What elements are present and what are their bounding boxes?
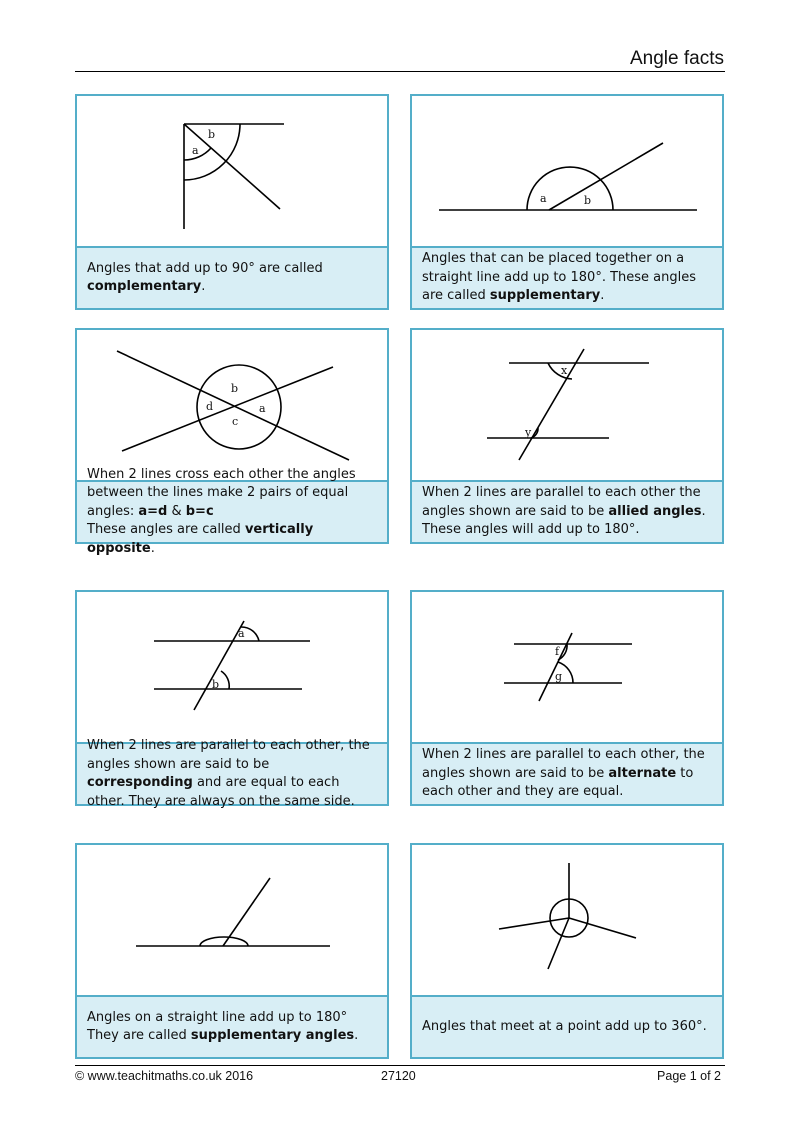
transversal <box>519 349 584 460</box>
caption-vertically-opposite: When 2 lines cross each other the angles between the lines make 2 pairs of equal angles: a=d & b=c These angles are called vertically opposite. <box>77 480 387 542</box>
label-a: a <box>238 627 245 640</box>
label-a: a <box>540 192 547 205</box>
transversal <box>194 621 244 710</box>
figure-point <box>412 845 722 995</box>
label-a: a <box>259 402 266 415</box>
label-c: c <box>232 415 239 428</box>
dividing-line <box>549 143 663 210</box>
card-straight-line <box>75 843 389 1059</box>
caption-alternate: When 2 lines are parallel to each other, the angles shown are said to be alternate to each other and they are equal. <box>412 742 722 804</box>
card-alternate <box>410 590 724 806</box>
label-b: b <box>231 382 239 395</box>
page-title: Angle facts <box>630 48 724 69</box>
card-supplementary <box>410 94 724 310</box>
figure-vertically-opposite <box>77 330 387 480</box>
caption-corresponding: When 2 lines are parallel to each other, the angles shown are said to be corresponding and are equal to each other. They are always on the same side. <box>77 742 387 804</box>
footer-rule <box>75 1065 725 1066</box>
label-g: g <box>555 670 563 683</box>
angle-arc-b <box>221 671 229 689</box>
card-corresponding <box>75 590 389 809</box>
figure-allied <box>412 330 722 480</box>
footer-page-number: Page 1 of 2 <box>657 1069 721 1083</box>
label-b: b <box>584 194 592 207</box>
header-rule <box>75 71 725 72</box>
figure-alternate <box>412 592 722 742</box>
figure-supplementary <box>412 96 722 246</box>
figure-complementary <box>77 96 387 246</box>
caption-straight-line: Angles on a straight line add up to 180° They are called supplementary angles. <box>77 995 387 1057</box>
footer-code: 27120 <box>381 1069 416 1083</box>
card-vertically-opposite <box>75 328 389 556</box>
card-point <box>410 843 724 1059</box>
card-complementary <box>75 94 389 310</box>
label-y: y <box>525 426 532 439</box>
footer-copyright: © www.teachitmaths.co.uk 2016 <box>75 1069 254 1083</box>
figure-corresponding <box>77 592 387 742</box>
caption-complementary: Angles that add up to 90° are called complementary. <box>77 246 387 308</box>
label-a: a <box>192 144 199 157</box>
caption-supplementary: Angles that can be placed together on a straight line add up to 180°. These angles are called supplementary. <box>412 246 722 308</box>
figure-straight-line <box>77 845 387 995</box>
caption-point: Angles that meet at a point add up to 360°. <box>412 995 722 1057</box>
dividing-line <box>184 124 280 209</box>
label-b: b <box>208 128 216 141</box>
crossing-line-1 <box>117 351 349 460</box>
caption-allied: When 2 lines are parallel to each other the angles shown are said to be allied angles. These angles will add up to 180°. <box>412 480 722 542</box>
label-f: f <box>555 645 560 658</box>
label-x: x <box>561 364 568 377</box>
label-b: b <box>212 678 220 691</box>
ray-left <box>499 918 569 929</box>
card-allied <box>410 328 724 544</box>
label-d: d <box>206 400 214 413</box>
dividing-line <box>223 878 270 946</box>
